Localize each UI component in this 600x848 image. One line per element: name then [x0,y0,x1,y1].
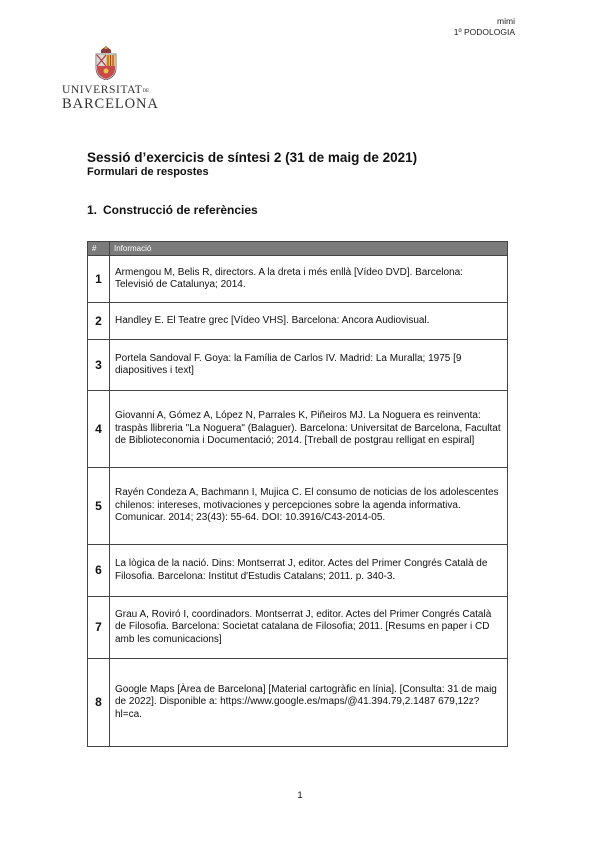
author-name: mimi [497,16,515,26]
document-subtitle: Formulari de respostes [87,166,209,178]
row-number: 4 [88,391,110,468]
table-row [88,340,508,391]
section-heading [87,203,258,217]
page-header [454,16,515,38]
header-information: Informació [110,242,508,256]
logo-text-barcelona: BARCELONA [62,96,159,112]
reference-text: Giovanni A, Gómez A, López N, Parrales K, Piñeiros MJ. La Noguera es reinventa: traspàs llibreria "La Noguera" (Balaguer). Barcelona: Universitat de Barcelona, Facultat de Biblioteconomia i Documentació; 2014. [Treball de postgrau relligat en espiral] [110,391,508,468]
references-table [87,241,508,747]
table-row [88,468,508,545]
document-title: Sessió d’exercicis de síntesi 2 (31 de maig de 2021) [87,150,418,165]
reference-text: Rayén Condeza A, Bachmann I, Mujica C. El consumo de noticias de los adolescentes chilenos: intereses, motivaciones y percepciones sobre la agenda informativa. Comunicar. 2014; 23(43): 55-64. DOI: 10.3916/C43-2014-05. [110,468,508,545]
table-row [88,597,508,659]
logo-text-universitat [62,84,149,96]
table-header-row [88,242,508,256]
header-number: # [88,242,110,256]
table-row [88,545,508,597]
row-number: 1 [88,256,110,303]
section-title: Construcció de referències [103,203,258,217]
logo-text-main: UNIVERSITAT [62,84,143,96]
row-number: 2 [88,303,110,340]
reference-text: Handley E. El Teatre grec [Vídeo VHS]. Barcelona: Ancora Audiovisual. [110,303,508,340]
row-number: 6 [88,545,110,597]
row-number: 5 [88,468,110,545]
logo-text-de: DE [142,89,150,94]
reference-text: La lògica de la nació. Dins: Montserrat J, editor. Actes del Primer Congrés Català de Filosofia. Barcelona: Institut d'Estudis Catalans; 2011. p. 340-3. [110,545,508,597]
table-row [88,659,508,747]
reference-text: Google Maps [Àrea de Barcelona] [Material cartogràfic en línia]. [Consulta: 31 de maig de 2022]. Disponible a: https://www.google.es/maps/@41.394.79,2.1487 679,12z?hl=ca. [110,659,508,747]
row-number: 8 [88,659,110,747]
page-number: 1 [297,790,303,801]
table-row [88,303,508,340]
coat-of-arms-icon [95,46,117,80]
section-number: 1. [87,203,98,217]
row-number: 3 [88,340,110,391]
reference-text: Grau A, Roviró I, coordinadors. Montserrat J, editor. Actes del Primer Congrés Català de Filosofia. Barcelona: Societat catalana de Filosofia; 2011. [Resums en paper i CD amb les comunicacions] [110,597,508,659]
table-row [88,256,508,303]
reference-text: Armengou M, Belis R, directors. A la dreta i més enllà [Vídeo DVD]. Barcelona: Televisió de Catalunya; 2014. [110,256,508,303]
reference-text: Portela Sandoval F. Goya: la Família de Carlos IV. Madrid: La Muralla; 1975 [9 diapositives i text] [110,340,508,391]
row-number: 7 [88,597,110,659]
table-row [88,391,508,468]
course-name: 1º PODOLOGIA [453,27,515,37]
